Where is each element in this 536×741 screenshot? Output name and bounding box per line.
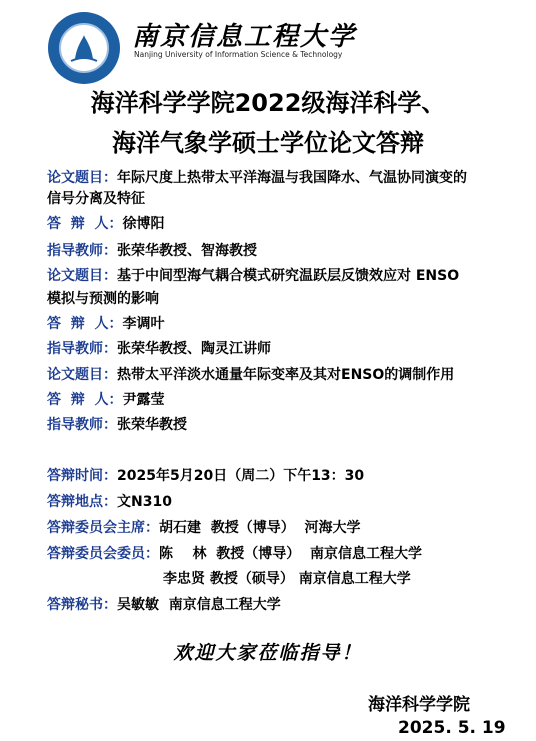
footer-date: 2025. 5. 19: [398, 718, 506, 738]
topic-text: 年际尺度上热带太平洋海温与我国降水、气温协同演变的: [117, 170, 467, 186]
thesis-2-topic: [47, 265, 459, 285]
page-title-line1: 海洋科学学院2022级海洋科学、: [90, 89, 446, 117]
defender-name: 尹露莹: [122, 392, 165, 408]
defense-place: [47, 491, 172, 511]
thesis-3-advisor: [47, 414, 187, 434]
defender-label: 答 辩 人：: [47, 392, 123, 408]
topic-text: 基于中间型海气耦合模式研究温跃层反馈效应对 ENSO: [117, 268, 460, 284]
topic-text: 热带太平洋淡水通量年际变率及其对ENSO的调制作用: [117, 367, 455, 383]
secretary-label: 答辩秘书：: [47, 597, 117, 613]
defender-name: 李调叶: [122, 316, 165, 332]
chair-label: 答辩委员会主席：: [47, 520, 159, 536]
advisor-label: 指导教师：: [47, 417, 117, 433]
place-label: 答辩地点：: [47, 494, 117, 510]
place-value: 文N310: [117, 494, 172, 510]
topic-label: 论文题目：: [47, 367, 117, 383]
defense-time: [47, 465, 364, 485]
thesis-1-topic-cont: 信号分离及特征: [47, 191, 145, 207]
member-2: 李忠贤 教授（硕导） 南京信息工程大学: [163, 571, 411, 587]
university-logo: [48, 12, 120, 84]
chair-value: 胡石建 教授（博导） 河海大学: [159, 520, 361, 536]
logo-emblem-icon: [59, 23, 109, 73]
thesis-2-topic-cont: 模拟与预测的影响: [47, 291, 159, 307]
university-name-en: Nanjing University of Information Science & Technology: [134, 50, 343, 59]
member-1: 陈 林 教授（博导） 南京信息工程大学: [159, 546, 422, 562]
advisor-label: 指导教师：: [47, 341, 117, 357]
time-label: 答辩时间：: [47, 468, 117, 484]
thesis-1-defender: [47, 213, 165, 233]
thesis-3-topic: [47, 364, 454, 384]
topic-label: 论文题目：: [47, 170, 117, 186]
page-title-line2: 海洋气象学硕士学位论文答辩: [112, 129, 424, 157]
committee-members: [47, 543, 422, 563]
advisor-label: 指导教师：: [47, 243, 117, 259]
topic-label: 论文题目：: [47, 268, 117, 284]
advisor-name: 张荣华教授、智海教授: [117, 243, 257, 259]
thesis-1-advisor: [47, 240, 257, 260]
advisor-name: 张荣华教授: [117, 417, 187, 433]
footer-org: 海洋科学学院: [368, 695, 470, 715]
advisor-name: 张荣华教授、陶灵江讲师: [117, 341, 271, 357]
time-value: 2025年5月20日（周二）下午13：30: [117, 468, 365, 484]
thesis-1-topic: [47, 167, 467, 187]
thesis-2-advisor: [47, 338, 271, 358]
secretary-value: 吴敏敏 南京信息工程大学: [117, 597, 281, 613]
committee-chair: [47, 517, 361, 537]
defender-label: 答 辩 人：: [47, 316, 123, 332]
thesis-2-defender: [47, 313, 165, 333]
members-label: 答辩委员会委员：: [47, 546, 159, 562]
welcome-message: 欢迎大家莅临指导！: [173, 642, 363, 664]
defender-name: 徐博阳: [122, 216, 165, 232]
defense-secretary: [47, 594, 281, 614]
defender-label: 答 辩 人：: [47, 216, 123, 232]
university-name-cn: 南京信息工程大学: [132, 22, 357, 52]
thesis-3-defender: [47, 389, 165, 409]
